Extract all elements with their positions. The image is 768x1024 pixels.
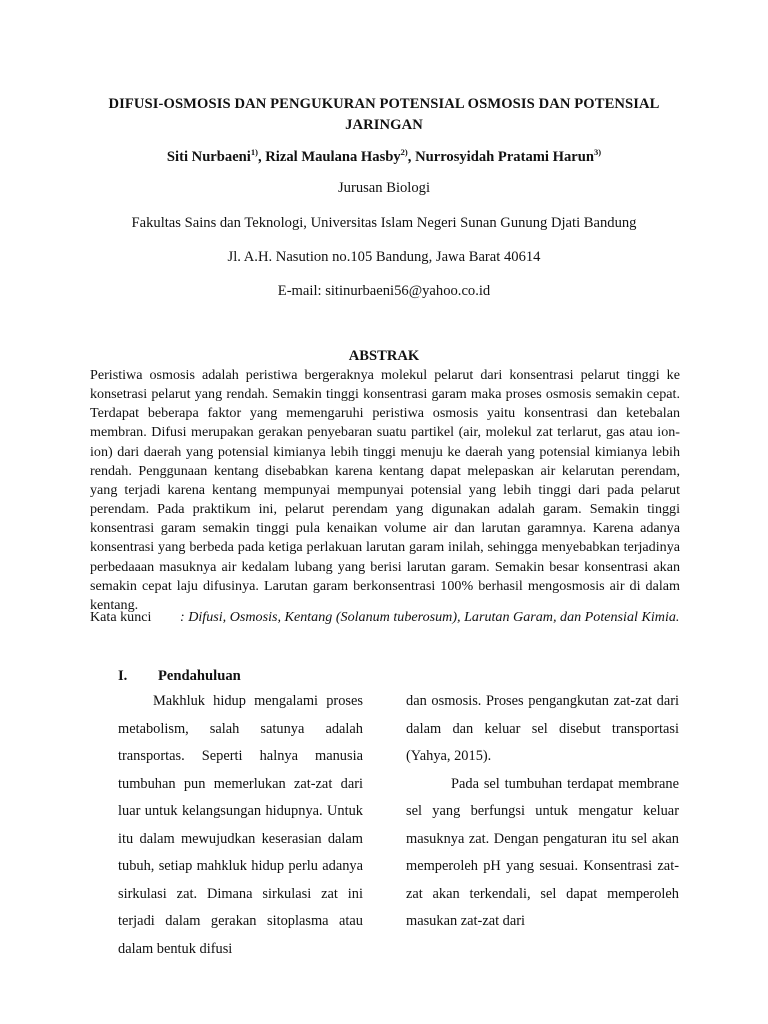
author-separator: , bbox=[257, 149, 266, 165]
abstract-heading: ABSTRAK bbox=[348, 348, 420, 364]
address: Jl. A.H. Nasution no.105 Bandung, Jawa Barat 40614 bbox=[227, 249, 541, 265]
abstract-text: Peristiwa osmosis adalah peristiwa bergeraknya molekul pelarut dari konsentrasi pelarut tinggi ke konsetrasi pelarut yang rendah. Semakin tinggi konsentrasi garam maka proses osmosis semakin cepat. Terdapat beberapa faktor yang memengaruhi peristiwa osmosis yaitu konsentrasi dan ketebalan membran. Difusi merupakan gerakan penyebaran suatu partikel (air, molekul zat terlarut, gas atau ion-ion) dari daerah yang potensial kimianya lebih tinggi menuju ke daerah yang potensial kimianya lebih rendah. Penggunaan kentang disebabkan karena kentang dapat melepaskan air kelarutan perendam, yang terjadi karena kentang mempunyai mempunyai potensial yang lebih tinggi dari pada pelarut perendam. Pada praktikum ini, pelarut perendam yang digunakan adalah garam. Semakin tinggi konsentrasi garam semakin tinggi pula kenaikan volume air dan larutan garamnya. Karena adanya konsentrasi yang berbeda pada ketiga perlakuan larutan garam inilah, sehingga menyebabkan terjadinya perbedaaan masuknya air kedalam lubang yang berisi larutan garam. Semakin besar konsentrasi akan semakin cepat laju difusinya. Larutan garam berkonsentrasi 100% berhasil mengosmosis air di dalam kentang. bbox=[90, 367, 680, 613]
body-paragraph: Makhluk hidup mengalami proses metabolism, salah satunya adalah transportas. Seperti halnya manusia tumbuhan pun memerlukan zat-zat dari luar untuk kelangsungan hidupnya. Untuk itu dalam mewujudkan keserasian dalam tubuh, setiap mahkluk hidup perlu adanya sirkulasi zat. Dimana sirkulasi zat ini terjadi dalam gerakan sitoplasma atau dalam bentuk difusi bbox=[118, 693, 363, 957]
section-heading bbox=[118, 667, 241, 685]
author-separator: , bbox=[407, 149, 416, 165]
section-title: Pendahuluan bbox=[158, 668, 241, 684]
paper-title: DIFUSI-OSMOSIS DAN PENGUKURAN POTENSIAL OSMOSIS DAN POTENSIAL JARINGAN bbox=[108, 96, 660, 133]
keywords-text: : Difusi, Osmosis, Kentang (Solanum tuberosum), Larutan Garam, dan Potensial Kimia. bbox=[180, 609, 680, 625]
faculty: Fakultas Sains dan Teknologi, Universitas Islam Negeri Sunan Gunung Djati Bandung bbox=[131, 215, 637, 231]
author-affiliation-mark: 2) bbox=[400, 147, 408, 157]
author-name: Siti Nurbaeni bbox=[166, 149, 251, 165]
body-column-right bbox=[406, 688, 679, 936]
author-list bbox=[80, 147, 688, 167]
department: Jurusan Biologi bbox=[337, 180, 431, 196]
author-affiliation-mark: 1) bbox=[250, 147, 258, 157]
keywords-label: Kata kunci bbox=[90, 609, 152, 625]
author-affiliation-mark: 3) bbox=[593, 147, 602, 157]
section-number: I. bbox=[118, 668, 128, 684]
keywords bbox=[90, 608, 690, 627]
author-name: Rizal Maulana Hasby bbox=[265, 149, 401, 165]
body-paragraph: Pada sel tumbuhan terdapat membrane sel yang berfungsi untuk mengatur keluar masuknya zat. Dengan pengaturan itu sel akan memperoleh pH yang sesuai. Konsentrasi zat-zat akan terkendali, sel dapat memperoleh masukan zat-zat dari bbox=[406, 775, 679, 929]
body-paragraph: dan osmosis. Proses pengangkutan zat-zat dari dalam dan keluar sel disebut transportasi (Yahya, 2015). bbox=[406, 693, 679, 764]
author-name: Nurrosyidah Pratami Harun bbox=[415, 149, 594, 165]
email: E-mail: sitinurbaeni56@yahoo.co.id bbox=[277, 283, 491, 299]
body-column-left bbox=[118, 688, 363, 963]
